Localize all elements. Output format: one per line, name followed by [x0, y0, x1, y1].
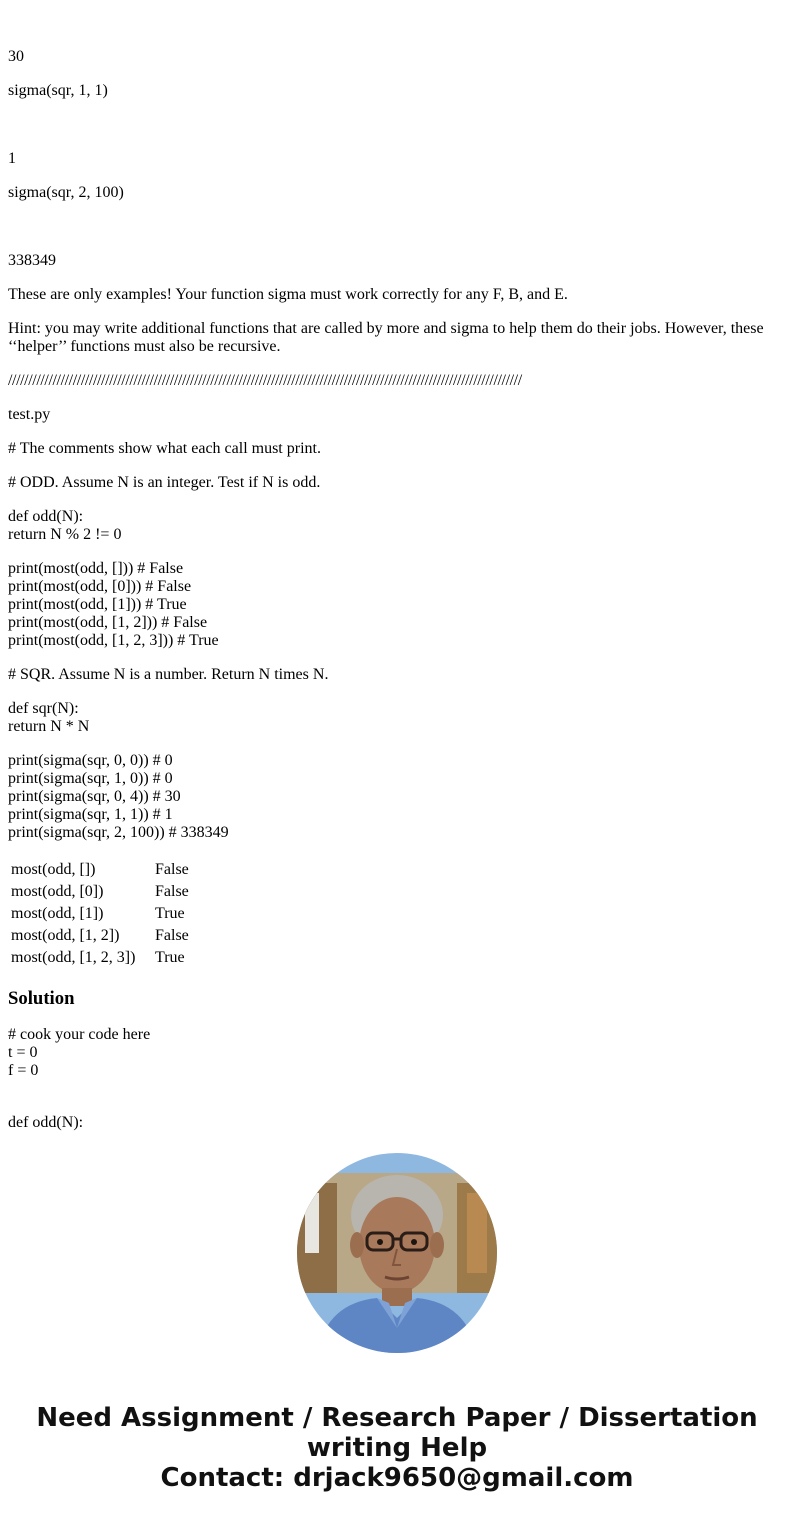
note-examples: These are only examples! Your function sigma must work correctly for any F, B, and E. [8, 286, 568, 303]
banner-line: writing Help [306, 1433, 488, 1463]
code-line: print(sigma(sqr, 0, 0)) # 0 [8, 752, 173, 769]
table-cell: most(odd, [0]) [11, 883, 104, 900]
code-line: # cook your code here [8, 1026, 151, 1043]
table-row [10, 860, 190, 880]
text-line: sigma(sqr, 2, 100) [8, 184, 124, 201]
text-line: sigma(sqr, 1, 1) [8, 82, 108, 99]
filename: test.py [8, 406, 51, 423]
code-line: print(most(odd, [0])) # False [8, 578, 192, 595]
code-line: print(sigma(sqr, 1, 0)) # 0 [8, 770, 173, 787]
code-line: return N * N [8, 718, 90, 735]
text-line: 30 [8, 48, 24, 65]
results-table [8, 858, 192, 970]
code-block-sqr [8, 700, 786, 736]
contact-banner [0, 1403, 794, 1493]
table-cell: most(odd, []) [11, 861, 96, 878]
code-line: print(most(odd, [1, 2, 3])) # True [8, 632, 219, 649]
comment-line: # SQR. Assume N is a number. Return N times N. [8, 666, 329, 683]
comment-line: # ODD. Assume N is an integer. Test if N is odd. [8, 474, 321, 491]
banner-line: Need Assignment / Research Paper / Dissertation [36, 1403, 758, 1433]
table-cell: False [155, 883, 189, 900]
code-line: def odd(N): [8, 508, 84, 525]
table-cell: most(odd, [1, 2]) [11, 927, 120, 944]
code-block-sigma-prints [8, 752, 786, 842]
separator-line: /////////////////////////////////////////////////////////////////////////////////////////////////////////////////////////////// [8, 372, 522, 389]
code-line: print(most(odd, [])) # False [8, 560, 184, 577]
code-line: print(sigma(sqr, 2, 100)) # 338349 [8, 824, 229, 841]
table-cell: most(odd, [1]) [11, 905, 104, 922]
table-cell: most(odd, [1, 2, 3]) [11, 949, 136, 966]
text-line: 338349 [8, 252, 56, 269]
comment-line: # The comments show what each call must print. [8, 440, 321, 457]
portrait-illustration [297, 1153, 497, 1353]
table-cell: True [155, 949, 185, 966]
table-cell: True [155, 905, 185, 922]
code-line: print(sigma(sqr, 0, 4)) # 30 [8, 788, 181, 805]
banner-contact: Contact: drjack9650@gmail.com [160, 1463, 634, 1493]
code-block-odd [8, 508, 786, 544]
table-row [10, 926, 190, 946]
note-hint: Hint: you may write additional functions that are called by more and sigma to help them do their jobs. However, these ‘‘helper’’ functions must also be recursive. [8, 320, 764, 355]
code-block-most-prints [8, 560, 786, 650]
table-row [10, 882, 190, 902]
code-line: print(most(odd, [1])) # True [8, 596, 187, 613]
table-row [10, 948, 190, 968]
code-line: f = 0 [8, 1062, 39, 1079]
table-row [10, 904, 190, 924]
code-line: print(most(odd, [1, 2])) # False [8, 614, 208, 631]
code-block-solution [8, 1026, 786, 1080]
text-line: 1 [8, 150, 16, 167]
code-line: t = 0 [8, 1044, 38, 1061]
table-cell: False [155, 927, 189, 944]
table-cell: False [155, 861, 189, 878]
author-photo [297, 1153, 497, 1353]
code-line: def sqr(N): [8, 700, 79, 717]
code-line: def odd(N): [8, 1114, 84, 1131]
solution-heading: Solution [8, 988, 75, 1009]
code-line: print(sigma(sqr, 1, 1)) # 1 [8, 806, 173, 823]
code-line: return N % 2 != 0 [8, 526, 122, 543]
